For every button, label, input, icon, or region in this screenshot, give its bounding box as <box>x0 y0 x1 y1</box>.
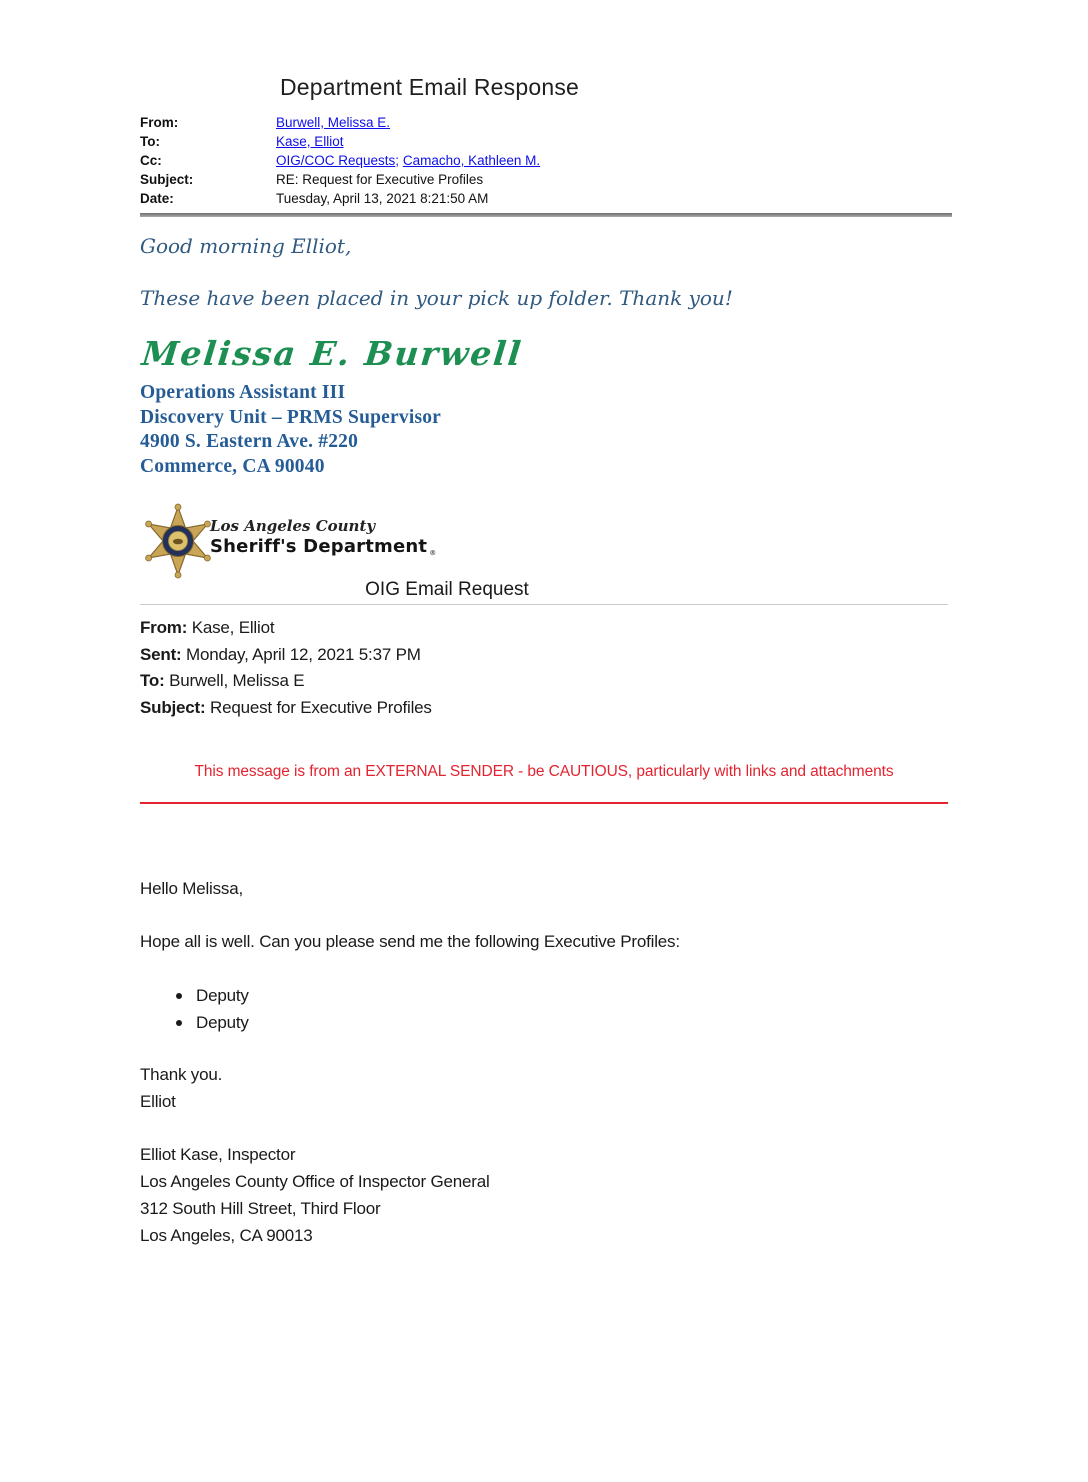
from-value <box>276 115 948 130</box>
signature-address-city: Commerce, CA 90040 <box>140 455 325 477</box>
signature-job-title: Operations Assistant III <box>140 382 346 403</box>
subject-value: RE: Request for Executive Profiles <box>276 172 484 187</box>
quoted-from-row <box>140 615 948 642</box>
to-value <box>276 134 948 149</box>
body-closing-name: Elliot <box>140 1092 176 1111</box>
list-item: Deputy <box>140 982 948 1009</box>
response-email-title: Department Email Response <box>280 74 580 100</box>
sender-signature-block <box>140 1141 948 1249</box>
response-header-table <box>140 113 948 208</box>
logo-county-text: Los Angeles County <box>210 517 376 535</box>
quoted-sent-value: Monday, April 12, 2021 5:37 PM <box>186 644 421 664</box>
from-label: From: <box>140 115 179 130</box>
signature-unit: Discovery Unit – PRMS Supervisor <box>140 406 442 428</box>
quoted-email-body <box>140 875 948 1249</box>
quoted-subject-row <box>140 695 948 722</box>
warning-separator-rule <box>140 802 948 804</box>
sheriff-star-badge-icon <box>140 503 216 579</box>
header-row-from <box>140 113 948 132</box>
body-request: Hope all is well. Can you please send me the following Executive Profiles: <box>140 932 680 951</box>
quoted-sent-row <box>140 642 948 669</box>
list-item: Deputy <box>140 1009 948 1036</box>
header-row-subject <box>140 170 948 189</box>
sender-city-address: Los Angeles, CA 90013 <box>140 1226 313 1245</box>
cc-value <box>276 153 948 168</box>
message-body-line: These have been placed in your pick up folder. Thank you! <box>140 286 733 310</box>
cc-link-oig-coc-requests[interactable]: OIG/COC Requests <box>276 153 396 168</box>
quoted-header-block <box>140 615 948 721</box>
cc-label: Cc: <box>140 153 162 168</box>
email-document-page <box>0 74 1088 1482</box>
sheriff-department-logo <box>140 503 436 579</box>
header-row-cc <box>140 151 948 170</box>
from-sender-link[interactable]: Burwell, Melissa E. <box>276 115 391 130</box>
quoted-from-value: Kase, Elliot <box>191 618 275 637</box>
header-row-date <box>140 189 948 208</box>
greeting-line: Good morning Elliot, <box>140 234 352 258</box>
cc-separator: ; <box>395 153 400 168</box>
quoted-subject-value: Request for Executive Profiles <box>210 697 432 717</box>
quoted-to-value: Burwell, Melissa E <box>169 671 305 690</box>
signature-address-street: 4900 S. Eastern Ave. #220 <box>140 431 359 452</box>
sender-name-title: Elliot Kase, Inspector <box>140 1145 296 1164</box>
registered-trademark-mark: ® <box>429 549 437 557</box>
logo-wordmark <box>210 517 436 557</box>
handwritten-signature: Melissa E. Burwell <box>140 334 525 373</box>
signature-block <box>140 381 948 479</box>
quoted-subject-label: Subject: <box>140 697 206 717</box>
header-separator-rule <box>140 213 952 217</box>
quoted-sent-label: Sent: <box>140 644 182 664</box>
to-label: To: <box>140 134 160 149</box>
sender-street-address: 312 South Hill Street, Third Floor <box>140 1199 381 1218</box>
quoted-to-label: To: <box>140 671 165 690</box>
body-greeting: Hello Melissa, <box>140 879 244 898</box>
quoted-email-title: OIG Email Request <box>365 579 529 600</box>
external-sender-warning: This message is from an EXTERNAL SENDER - be CAUTIOUS, particularly with links and attachments <box>194 763 894 780</box>
body-closing-thanks: Thank you. <box>140 1065 223 1084</box>
date-label: Date: <box>140 191 174 206</box>
sender-organization: Los Angeles County Office of Inspector General <box>140 1172 490 1191</box>
quoted-from-label: From: <box>140 618 188 637</box>
logo-department-text: Sheriff's Department ® <box>210 536 437 557</box>
date-value: Tuesday, April 13, 2021 8:21:50 AM <box>276 191 489 206</box>
quoted-email-title-rule <box>140 579 948 605</box>
to-recipient-link[interactable]: Kase, Elliot <box>276 134 344 149</box>
subject-label: Subject: <box>140 172 194 187</box>
cc-link-camacho[interactable]: Camacho, Kathleen M. <box>402 153 541 168</box>
requested-profiles-list <box>140 982 948 1036</box>
quoted-to-row <box>140 668 948 695</box>
header-row-to <box>140 132 948 151</box>
